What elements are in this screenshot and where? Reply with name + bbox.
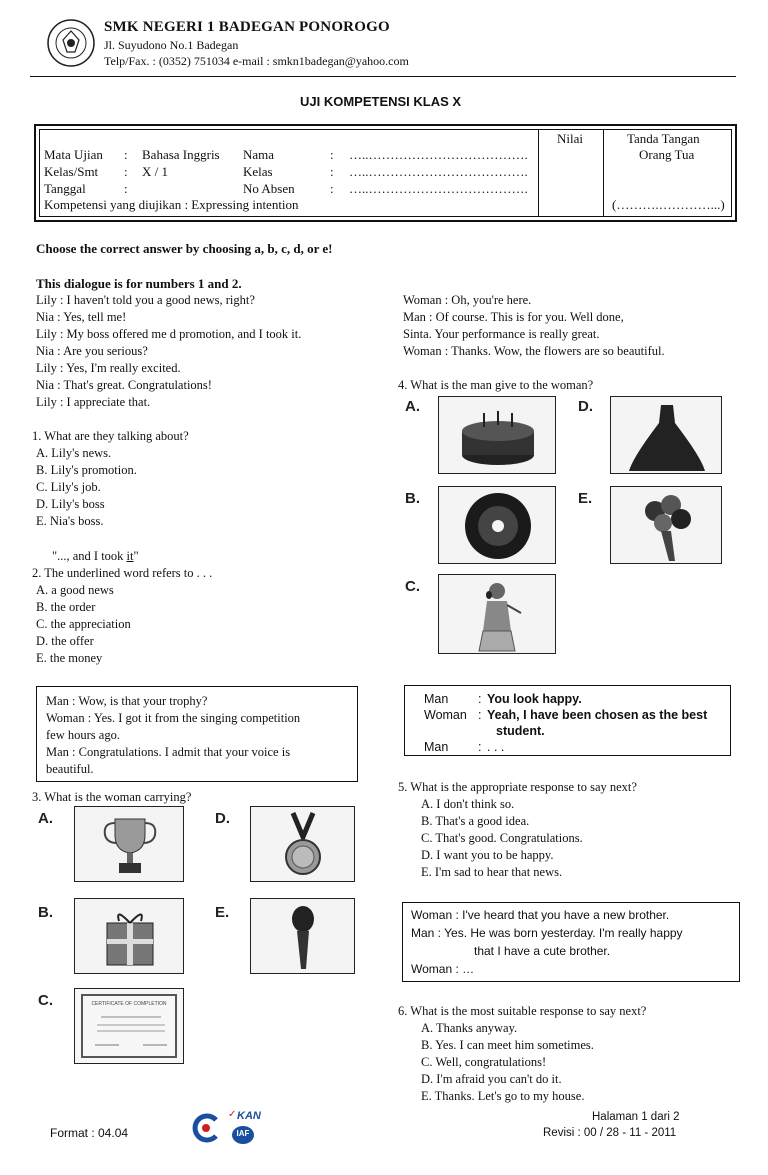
q6-option-b[interactable]: B. Yes. I can meet him sometimes. [421, 1038, 594, 1052]
q1-option-e[interactable]: E. Nia's boss. [36, 514, 104, 528]
q3-label-a: A. [38, 810, 53, 827]
dialogue4-line: Man : Of course. This is for you. Well done, [403, 310, 624, 324]
q5-option-e[interactable]: E. I'm sad to hear that news. [421, 865, 563, 879]
dialogue3-line: Woman : Yes. I got it from the singing competition [46, 711, 301, 725]
school-contact: Telp/Fax. : (0352) 751034 e-mail : smkn1badegan@yahoo.com [104, 54, 409, 68]
dialogue1-line: Lily : I appreciate that. [36, 395, 151, 409]
nilai-label: Nilai [557, 131, 583, 146]
kan-check-icon: ✓ [228, 1109, 237, 1120]
iaf-text: IAF [236, 1129, 250, 1138]
q2-option-e[interactable]: E. the money [36, 651, 103, 665]
tanggal-label: Tanggal [44, 181, 86, 196]
dialogue5-text: Yeah, I have been chosen as the best [487, 708, 708, 722]
header-divider [30, 76, 736, 77]
q2-option-d[interactable]: D. the offer [36, 634, 94, 648]
q5-option-b[interactable]: B. That's a good idea. [421, 814, 530, 828]
q2-question: 2. The underlined word refers to . . . [32, 566, 213, 580]
certificate-title: CERTIFICATE OF COMPLETION [91, 1001, 167, 1007]
mata-ujian-label: Mata Ujian [44, 147, 103, 162]
q4-label-d: D. [578, 398, 593, 415]
q3-option-b-gift[interactable] [74, 898, 184, 974]
q6-question: 6. What is the most suitable response to say next? [398, 1004, 647, 1018]
q4-option-d-dress[interactable] [610, 396, 722, 474]
q5-option-a[interactable]: A. I don't think so. [421, 797, 515, 811]
ttd-line2: Orang Tua [639, 147, 695, 162]
singer-icon [439, 575, 556, 654]
dialogue3-line: beautiful. [46, 762, 94, 776]
kompetensi-text: Kompetensi yang diujikan : Expressing intention [44, 197, 299, 212]
dialogue5-text: student. [496, 724, 545, 738]
dialogue4-line: Woman : Oh, you're here. [403, 293, 532, 307]
footer-format: Format : 04.04 [50, 1126, 129, 1140]
q4-option-a-cake[interactable] [438, 396, 556, 474]
dialogue6-line: Woman : … [411, 962, 475, 976]
q3-label-d: D. [215, 810, 230, 827]
q2-option-a[interactable]: A. a good news [36, 583, 114, 597]
school-address: Jl. Suyudono No.1 Badegan [104, 38, 239, 52]
dialogue3-line: Man : Wow, is that your trophy? [46, 694, 208, 708]
q4-option-e-flowers[interactable] [610, 486, 722, 564]
q4-label-b: B. [405, 490, 420, 507]
mata-ujian-colon: : [124, 147, 128, 162]
exam-title: UJI KOMPETENSI KLAS X [300, 94, 462, 109]
q3-option-e-microphone[interactable] [250, 898, 355, 974]
dialogue6-line: Man : Yes. He was born yesterday. I'm really happy [411, 926, 683, 940]
q2-option-b[interactable]: B. the order [36, 600, 96, 614]
dialogue3-line: few hours ago. [46, 728, 120, 742]
dialogue5-speaker: Man [424, 692, 449, 706]
q3-label-b: B. [38, 904, 53, 921]
cake-icon [439, 397, 556, 474]
q5-option-c[interactable]: C. That's good. Congratulations. [421, 831, 583, 845]
q4-option-c-singer[interactable] [438, 574, 556, 654]
nilai-column-divider [538, 129, 539, 217]
instruction: Choose the correct answer by choosing a, b, c, d, or e! [36, 241, 333, 256]
school-name: SMK NEGERI 1 BADEGAN PONOROGO [104, 19, 390, 35]
dialogue5-text: You look happy. [487, 692, 582, 706]
kelas-colon: : [330, 164, 334, 179]
no-absen-colon: : [330, 181, 334, 196]
dialogue5-colon: : [478, 740, 482, 754]
q3-label-c: C. [38, 992, 53, 1009]
kelas-smt-value: X / 1 [142, 164, 168, 179]
kelas-smt-colon: : [124, 164, 128, 179]
mata-ujian-value: Bahasa Inggris [142, 147, 220, 162]
cd-disc-icon [439, 487, 556, 564]
nama-label: Nama [243, 147, 275, 162]
q1-option-c[interactable]: C. Lily's job. [36, 480, 101, 494]
dialogue1-line: Lily : Yes, I'm really excited. [36, 361, 181, 375]
iaf-logo [232, 1126, 254, 1144]
q2-quote-pre: "..., and I took [52, 549, 127, 563]
q4-label-e: E. [578, 490, 593, 507]
q3-option-c-certificate[interactable] [74, 988, 184, 1064]
dialogue5-speaker: Woman [424, 708, 467, 722]
dialogue4-line: Woman : Thanks. Wow, the flowers are so beautiful. [403, 344, 665, 358]
medal-icon [251, 807, 355, 882]
q1-question: 1. What are they talking about? [32, 429, 189, 443]
q1-option-a[interactable]: A. Lily's news. [36, 446, 112, 460]
dialogue5-colon: : [478, 708, 482, 722]
no-absen-label: No Absen [243, 181, 295, 196]
q3-option-d-medal[interactable] [250, 806, 355, 882]
signature-dots-text: (……….………….. [612, 197, 718, 212]
gift-box-icon [75, 899, 184, 974]
dialogue1-line: Lily : I haven't told you a good news, right? [36, 293, 255, 307]
kelas-dots[interactable]: …..………………………………. [349, 164, 528, 179]
nama-colon: : [330, 147, 334, 162]
dress-icon [611, 397, 722, 474]
dialogue5-colon: : [478, 692, 482, 706]
trophy-icon [75, 807, 184, 882]
kelas-smt-label: Kelas/Smt [44, 164, 99, 179]
footer-revisi: Revisi : 00 / 28 - 11 - 2011 [543, 1127, 677, 1139]
q1-option-b[interactable]: B. Lily's promotion. [36, 463, 137, 477]
q3-option-a-trophy[interactable] [74, 806, 184, 882]
q4-label-c: C. [405, 578, 420, 595]
nama-dots[interactable]: …..………………………………. [349, 147, 528, 162]
kan-text: KAN [237, 1110, 261, 1122]
certification-mark-icon [190, 1112, 222, 1144]
q6-option-d[interactable]: D. I'm afraid you can't do it. [421, 1072, 562, 1086]
ttd-line1: Tanda Tangan [627, 131, 700, 146]
q6-option-a[interactable]: A. Thanks anyway. [421, 1021, 518, 1035]
q5-question: 5. What is the appropriate response to say next? [398, 780, 637, 794]
q4-question: 4. What is the man give to the woman? [398, 378, 594, 392]
dialogue6-line: Woman : I've heard that you have a new brother. [411, 908, 670, 922]
q4-label-a: A. [405, 398, 420, 415]
school-logo [46, 18, 96, 68]
signature-dots[interactable]: (……….…………...) [612, 197, 725, 212]
microphone-icon [251, 899, 355, 974]
q2-option-c[interactable]: C. the appreciation [36, 617, 131, 631]
dialogue5-speaker: Man [424, 740, 449, 754]
dialogue1-line: Lily : My boss offered me d promotion, and I took it. [36, 327, 302, 341]
tanggal-colon: : [124, 181, 128, 196]
kelas-label: Kelas [243, 164, 273, 179]
q2-quote-underlined: it [126, 549, 134, 563]
certificate-lines-icon [91, 1013, 171, 1053]
q2-quote [52, 548, 139, 565]
dialogue1-line: Nia : That's great. Congratulations! [36, 378, 212, 392]
q3-label-e: E. [215, 904, 230, 921]
no-absen-dots[interactable]: …..………………………………. [349, 181, 528, 196]
footer-halaman: Halaman 1 dari 2 [592, 1111, 680, 1123]
dialogue1-heading: This dialogue is for numbers 1 and 2. [36, 276, 242, 291]
q5-option-d[interactable]: D. I want you to be happy. [421, 848, 554, 862]
dialogue1-line: Nia : Are you serious? [36, 344, 148, 358]
dialogue4-line: Sinta. Your performance is really great. [403, 327, 600, 341]
kan-logo [228, 1110, 268, 1124]
q3-question: 3. What is the woman carrying? [32, 790, 192, 804]
certification-logo [190, 1110, 270, 1146]
q6-option-e[interactable]: E. Thanks. Let's go to my house. [421, 1089, 585, 1103]
q6-option-c[interactable]: C. Well, congratulations! [421, 1055, 547, 1069]
ttd-column-divider [603, 129, 604, 217]
q2-quote-post: " [133, 549, 139, 563]
dialogue6-line: that I have a cute brother. [474, 944, 611, 958]
flower-bouquet-icon [611, 487, 722, 564]
dialogue1-line: Nia : Yes, tell me! [36, 310, 127, 324]
q1-option-d[interactable]: D. Lily's boss [36, 497, 105, 511]
q4-option-b-cd[interactable] [438, 486, 556, 564]
dialogue3-line: Man : Congratulations. I admit that your voice is [46, 745, 291, 759]
dialogue5-text: . . . [487, 740, 505, 754]
